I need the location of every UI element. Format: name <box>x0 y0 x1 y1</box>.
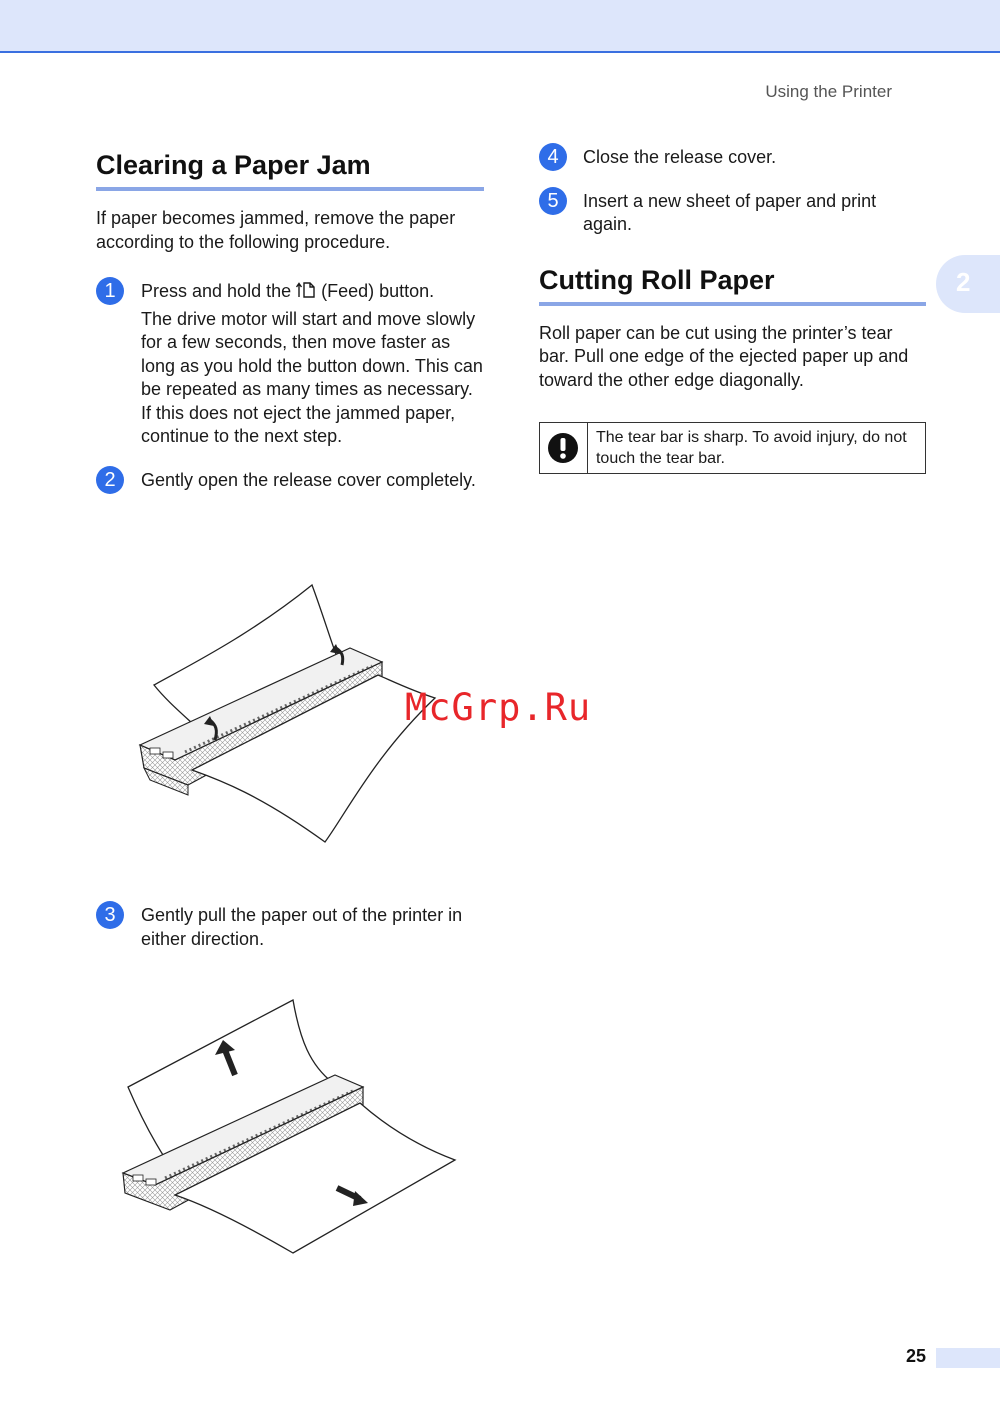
caution-icon-cell <box>540 423 588 473</box>
step-1 <box>96 280 484 449</box>
running-header: Using the Printer <box>765 82 892 101</box>
step-3 <box>96 904 484 951</box>
right-column <box>539 146 926 392</box>
watermark: McGrp.Ru <box>405 686 592 729</box>
feed-icon <box>296 281 316 299</box>
step-2-number: 2 <box>96 466 124 494</box>
section-title-cutting: Cutting Roll Paper <box>539 265 926 306</box>
step-2-text: Gently open the release cover completely. <box>141 469 476 490</box>
step-3-text: Gently pull the paper out of the printer in either direction. <box>141 905 463 949</box>
step-3-number: 3 <box>96 901 124 929</box>
chapter-tab <box>936 255 1000 313</box>
step-1-text-before: Press and hold the <box>141 281 297 301</box>
top-band <box>0 0 1000 53</box>
chapter-number: 2 <box>956 267 971 297</box>
page-number: 25 <box>905 1346 926 1366</box>
printer-pull-paper-illustration <box>115 995 465 1260</box>
step-5-text: Insert a new sheet of paper and print again. <box>583 190 877 234</box>
step-4 <box>539 146 926 170</box>
step-2 <box>96 469 484 493</box>
step-1-detail-2: If this does not eject the jammed paper, continue to the next step. <box>141 402 456 446</box>
cutting-intro: Roll paper can be cut using the printer’s tear bar. Pull one edge of the ejected paper up and toward the other edge diagonally. <box>539 322 909 390</box>
step-4-text: Close the release cover. <box>583 147 777 167</box>
paper-jam-intro: If paper becomes jammed, remove the paper according to the following procedure. <box>96 208 456 252</box>
left-column <box>96 150 484 492</box>
step-1-text-after: (Feed) button. <box>316 281 435 301</box>
page-tab <box>936 1348 1000 1368</box>
step-4-number: 4 <box>539 143 567 171</box>
exclamation-icon <box>547 432 579 464</box>
step-1-line <box>141 280 484 304</box>
step-1-number: 1 <box>96 277 124 305</box>
caution-box <box>539 422 926 474</box>
step-1-detail: The drive motor will start and move slowly for a few seconds, then move faster as long as you hold the button down. This can be repeated as many times as necessary. <box>141 308 483 399</box>
printer-open-cover-illustration <box>130 580 450 850</box>
step-5 <box>539 190 926 237</box>
section-title-paper-jam: Clearing a Paper Jam <box>96 150 484 191</box>
caution-text: The tear bar is sharp. To avoid injury, do not touch the tear bar. <box>595 429 907 467</box>
step-5-number: 5 <box>539 187 567 215</box>
